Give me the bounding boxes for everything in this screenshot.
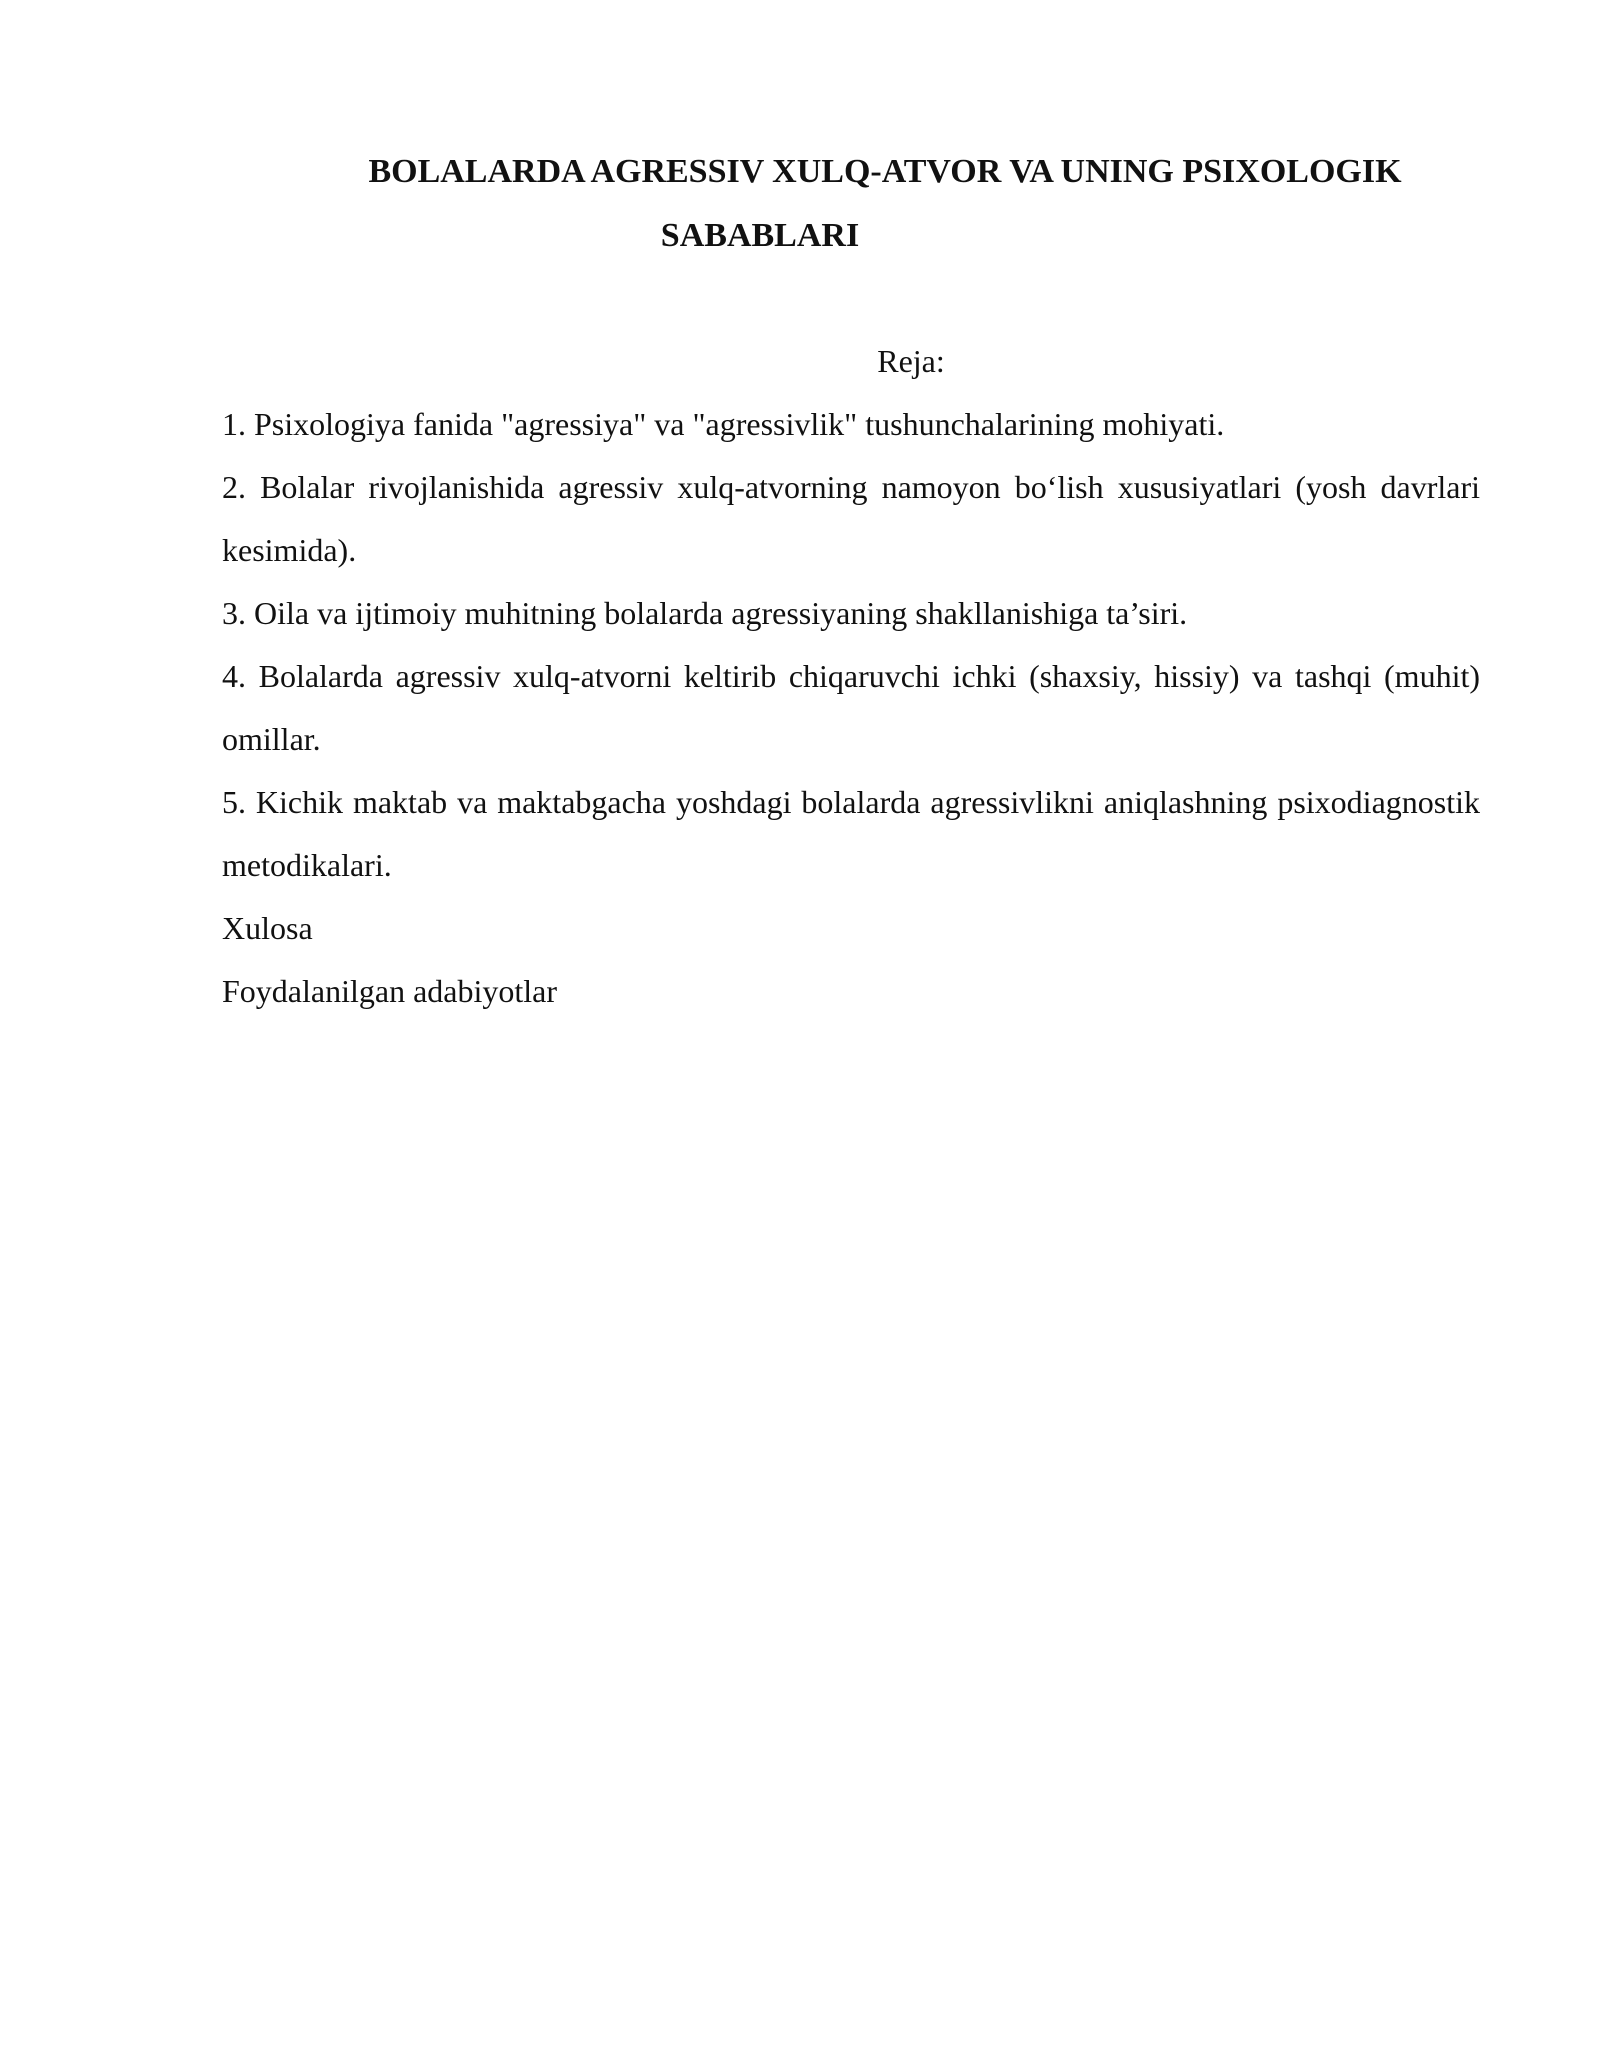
plan-item-5: 5. Kichik maktab va maktabgacha yoshdagi bolalarda agressivlikni aniqlashning psixodiagnostik metodikalari. <box>222 784 1480 883</box>
title-line-2: SABABLARI <box>660 217 860 254</box>
plan-item-3: 3. Oila va ijtimoiy muhitning bolalarda agressiyaning shakllanishiga ta’siri. <box>222 595 1188 631</box>
title-line-1: BOLALARDA AGRESSIV XULQ-ATVOR VA UNING PSIXOLOGIK <box>368 153 1402 190</box>
conclusion-heading: Xulosa <box>222 910 313 946</box>
document-title <box>320 140 1450 268</box>
plan-heading: Reja: <box>877 343 945 379</box>
plan-section <box>222 330 1480 1023</box>
plan-item-4: 4. Bolalarda agressiv xulq-atvorni keltirib chiqaruvchi ichki (shaxsiy, hissiy) va tashqi (muhit) omillar. <box>222 658 1480 757</box>
plan-item-1: 1. Psixologiya fanida "agressiya" va "agressivlik" tushunchalarining mohiyati. <box>222 406 1225 442</box>
references-heading: Foydalanilgan adabiyotlar <box>222 973 558 1009</box>
plan-item-2: 2. Bolalar rivojlanishida agressiv xulq-atvorning namoyon bo‘lish xususiyatlari (yosh davrlari kesimida). <box>222 469 1480 568</box>
